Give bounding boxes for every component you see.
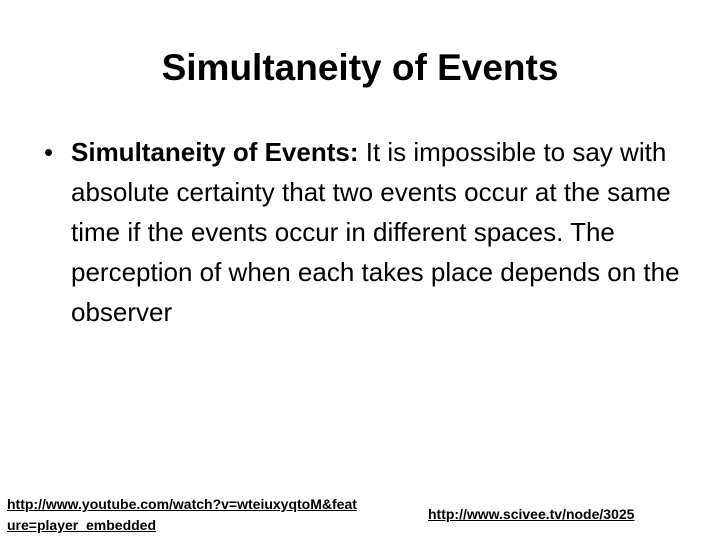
bullet-term: Simultaneity of Events: [71, 137, 359, 167]
scivee-link[interactable]: http://www.scivee.tv/node/3025 [428, 506, 635, 522]
bullet-description: It is impossible to say with absolute certainty that two events occur at the same time if the events occur in different spaces. The perception of when each takes place depends on the observer [71, 137, 680, 327]
slide-title: Simultaneity of Events [161, 47, 559, 88]
youtube-link[interactable]: http://www.youtube.com/watch?v=wteiuxyqtoM&feature=player_embedded [7, 496, 357, 533]
bullet-marker: • [44, 137, 54, 167]
bullet-body [71, 132, 694, 332]
bullet-item [44, 132, 694, 332]
